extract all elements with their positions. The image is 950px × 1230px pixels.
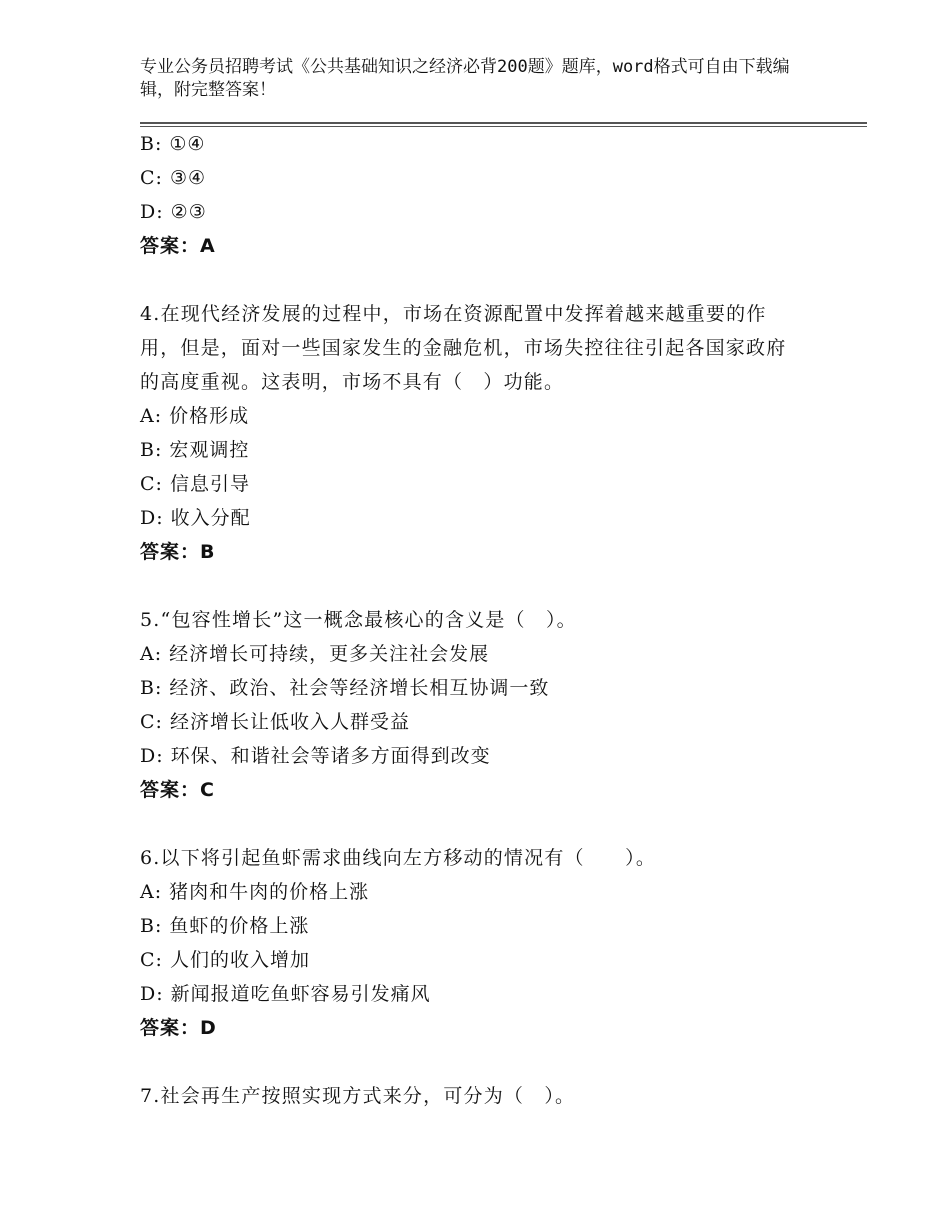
question-4-option-c: C: 信息引导 <box>140 473 250 495</box>
spacer <box>140 569 840 603</box>
question-4-text: 4.在现代经济发展的过程中，市场在资源配置中发挥着越来越重要的作用，但是，面对一些国家发生的金融危机，市场失控往往引起各国家政府的高度重视。这表明，市场不具有（ ）功能。 <box>140 303 787 393</box>
option-d: D: ②③ <box>140 201 207 223</box>
question-4-answer: 答案：B <box>140 541 216 563</box>
question-4-option-d: D: 收入分配 <box>140 507 251 529</box>
option-c: C: ③④ <box>140 167 207 189</box>
spacer <box>140 263 840 297</box>
answer-label: 答案：A <box>140 235 216 257</box>
page-header: 专业公务员招聘考试《公共基础知识之经济必背200题》题库，word格式可自由下载编辑，附完整答案！ <box>140 57 790 100</box>
option-b: B: ①④ <box>140 133 206 155</box>
spacer <box>140 1045 840 1079</box>
question-6-answer: 答案：D <box>140 1017 217 1039</box>
question-4-option-a: A: 价格形成 <box>140 405 250 427</box>
question-5-option-c: C: 经济增长让低收入人群受益 <box>140 711 410 733</box>
question-6-option-d: D: 新闻报道吃鱼虾容易引发痛风 <box>140 983 431 1005</box>
question-6-option-a: A: 猪肉和牛肉的价格上涨 <box>140 881 370 903</box>
question-content <box>140 127 840 1113</box>
question-5-option-d: D: 环保、和谐社会等诸多方面得到改变 <box>140 745 491 767</box>
question-6-option-c: C: 人们的收入增加 <box>140 949 310 971</box>
question-5-option-a: A: 经济增长可持续，更多关注社会发展 <box>140 643 490 665</box>
question-5-text: 5.“包容性增长”这一概念最核心的含义是（ ）。 <box>140 609 577 631</box>
question-6-option-b: B: 鱼虾的价格上涨 <box>140 915 310 937</box>
question-6-text: 6.以下将引起鱼虾需求曲线向左方移动的情况有（ ）。 <box>140 847 657 869</box>
header-rule-thick <box>140 122 867 124</box>
question-7-text: 7.社会再生产按照实现方式来分，可分为（ ）。 <box>140 1085 576 1107</box>
spacer <box>140 807 840 841</box>
question-5-option-b: B: 经济、政治、社会等经济增长相互协调一致 <box>140 677 550 699</box>
question-5-answer: 答案：C <box>140 779 215 801</box>
question-4-option-b: B: 宏观调控 <box>140 439 250 461</box>
